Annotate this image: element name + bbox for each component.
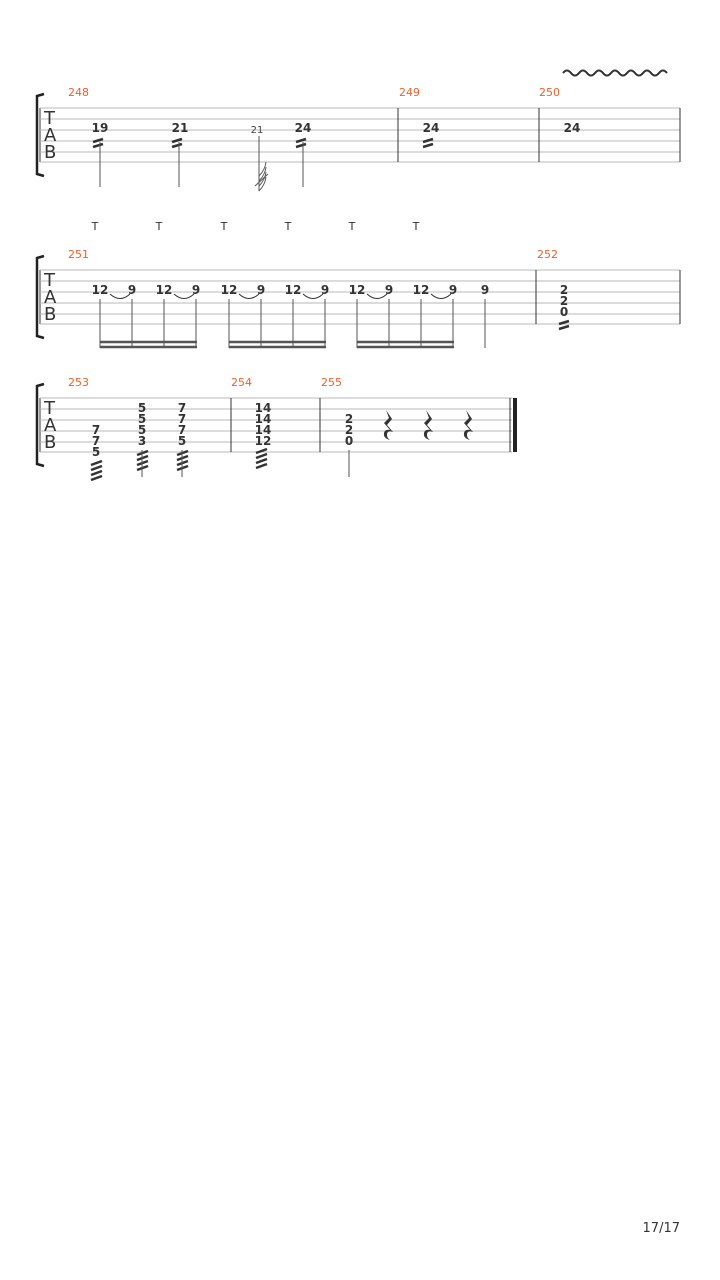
fret-number: 0 xyxy=(344,434,354,448)
bar-number: 255 xyxy=(321,376,342,389)
fret-number: 24 xyxy=(294,121,312,135)
tab-clef-b: B xyxy=(44,142,57,163)
tab-clef-a: A xyxy=(44,287,57,308)
fret-number: 12 xyxy=(284,283,302,297)
page-number: 17/17 xyxy=(642,1221,680,1236)
fret-number: 3 xyxy=(137,434,147,448)
quarter-rests xyxy=(384,410,473,440)
bar-number: 248 xyxy=(68,86,89,99)
fret-number: 12 xyxy=(91,283,109,297)
bar-number: 249 xyxy=(399,86,420,99)
fret-number: 12 xyxy=(348,283,366,297)
system-3 xyxy=(37,376,515,480)
quarter-rest xyxy=(384,410,393,440)
tap-mark: T xyxy=(220,220,228,233)
tremolo-mark xyxy=(559,321,569,329)
fret-number: 0 xyxy=(559,305,569,319)
bar-number: 254 xyxy=(231,376,252,389)
bar-number: 250 xyxy=(539,86,560,99)
fret-number: 24 xyxy=(422,121,440,135)
final-barline xyxy=(510,398,515,452)
fret-number: 7 xyxy=(177,412,187,426)
fret-number: 12 xyxy=(155,283,173,297)
fret-number: 14 xyxy=(254,412,272,426)
fret-number: 24 xyxy=(563,121,581,135)
fret-number: 7 xyxy=(91,434,101,448)
tap-mark: T xyxy=(91,220,99,233)
fret-number: 5 xyxy=(91,445,101,459)
tab-clef-a: A xyxy=(44,125,57,146)
tab-strings xyxy=(40,270,680,324)
fret-number: 12 xyxy=(254,434,272,448)
tab-clef-t: T xyxy=(44,398,55,419)
fret-number: 5 xyxy=(137,401,147,415)
bar-number: 253 xyxy=(68,376,89,389)
fret-number: 14 xyxy=(254,423,272,437)
grace-fret-number: 21 xyxy=(250,125,264,136)
tremolo-mark xyxy=(172,139,182,147)
vibrato-mark xyxy=(563,71,667,76)
bar-number: 252 xyxy=(537,248,558,261)
system-1 xyxy=(37,71,680,234)
fret-number: 9 xyxy=(448,283,458,297)
fret-number: 5 xyxy=(177,434,187,448)
fret-number: 2 xyxy=(344,423,354,437)
fret-number: 9 xyxy=(384,283,394,297)
tab-clef-b: B xyxy=(44,304,57,325)
tab-clef-t: T xyxy=(44,108,55,129)
tremolo-mark xyxy=(423,139,433,147)
fret-number: 21 xyxy=(171,121,189,135)
tremolo-mark xyxy=(91,461,102,480)
fret-number: 14 xyxy=(254,401,272,415)
fret-number: 12 xyxy=(412,283,430,297)
tap-mark: T xyxy=(284,220,292,233)
fret-number: 5 xyxy=(137,423,147,437)
fret-number: 9 xyxy=(191,283,201,297)
fret-number: 12 xyxy=(220,283,238,297)
tap-markers xyxy=(91,220,420,233)
fret-number: 7 xyxy=(91,423,101,437)
tab-clef-t: T xyxy=(44,270,55,291)
fret-number: 2 xyxy=(559,294,569,308)
bar-number: 251 xyxy=(68,248,89,261)
fret-number: 5 xyxy=(137,412,147,426)
fret-number: 9 xyxy=(256,283,266,297)
fret-number: 7 xyxy=(177,401,187,415)
tremolo-mark xyxy=(296,139,306,147)
tap-mark: T xyxy=(412,220,420,233)
tab-strings xyxy=(40,398,512,452)
fret-number: 2 xyxy=(344,412,354,426)
fret-number: 7 xyxy=(177,423,187,437)
fret-number: 9 xyxy=(127,283,137,297)
quarter-rest xyxy=(464,410,473,440)
fret-number: 19 xyxy=(91,121,109,135)
tab-clef-b: B xyxy=(44,432,57,453)
tab-clef-a: A xyxy=(44,415,57,436)
tap-mark: T xyxy=(155,220,163,233)
system-2 xyxy=(37,248,680,348)
quarter-rest xyxy=(424,410,433,440)
fret-number: 2 xyxy=(559,283,569,297)
tab-strings xyxy=(40,108,680,162)
fret-number: 9 xyxy=(320,283,330,297)
grace-note-flag xyxy=(255,136,268,191)
fret-number: 9 xyxy=(480,283,490,297)
tremolo-mark xyxy=(93,139,103,147)
tap-mark: T xyxy=(348,220,356,233)
beams xyxy=(100,342,454,347)
